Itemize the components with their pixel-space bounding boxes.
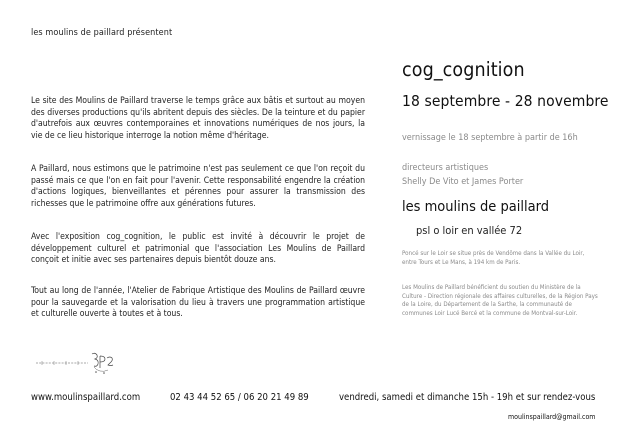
- venue-address: psl o loir en vallée 72: [416, 224, 523, 237]
- intro-paragraph: Le site des Moulins de Paillard traverse le temps grâce aux bâtis et surtout au moyen des diverses productions qu'ils abritent depuis des siècles. De la teinture et du papier d'autrefois aux œuvres contemporaines et innovations numériques de nos jours, la vie de ce lieu historique interroge la notion même d'héritage.: [31, 96, 365, 141]
- exhibition-paragraph: Avec l'exposition cog_cognition, le public est invité à découvrir le projet de développement culturel et patrimonial que l'association Les Moulins de Paillard conçoit et initie avec ses partenaires depuis bientôt douze ans.: [31, 232, 365, 266]
- directors-names: Shelly De Vito et James Porter: [402, 177, 524, 187]
- presenter-line: les moulins de paillard présentent: [31, 28, 173, 38]
- venue-name: les moulins de paillard: [402, 199, 549, 215]
- heritage-paragraph: A Paillard, nous estimons que le patrimoine n'est pas seulement ce que l'on reçoit du passé mais ce que l'on en fait pour l'avenir. Cette responsabilité engendre la création d'actions logiques, bienveillantes et pérennes pour assurer la transmission des richesses que le patrimoine offre aux générations futures.: [31, 164, 365, 209]
- opening-hours: vendredi, samedi et dimanche 15h - 19h et sur rendez-vous: [339, 392, 596, 403]
- exhibition-title: cog_cognition: [402, 58, 525, 81]
- exhibition-dates: 18 septembre - 28 novembre: [402, 92, 609, 110]
- email-link[interactable]: moulinspaillard@gmail.com: [508, 413, 596, 421]
- support-note: Les Moulins de Paillard bénéficient du soutien du Ministère de la Culture - Direction régionale des affaires culturelles, de la Région Pays de la Loire, du Département de la Sarthe, la communauté de communes Loir Lucé Bercé et la commune de Montval-sur-Loir.: [402, 284, 598, 317]
- location-note: Poncé sur le Loir se situe près de Vendôme dans la Vallée du Loir, entre Tours et Le Mans, à 194 km de Paris.: [402, 250, 585, 266]
- atelier-paragraph: Tout au long de l'année, l'Atelier de Fabrique Artistique des Moulins de Paillard œuvre pour la sauvegarde et la valorisation du lieu à travers une programmation artistique et culturelle ouverte à toutes et à tous.: [31, 286, 365, 320]
- website-link[interactable]: www.moulinspaillard.com: [31, 392, 141, 403]
- vernissage-info: vernissage le 18 septembre à partir de 16h: [402, 133, 578, 143]
- paillard-logo-icon: [36, 350, 118, 376]
- directors-label: directeurs artistiques: [402, 163, 489, 173]
- phone-numbers: 02 43 44 52 65 / 06 20 21 49 89: [170, 392, 309, 403]
